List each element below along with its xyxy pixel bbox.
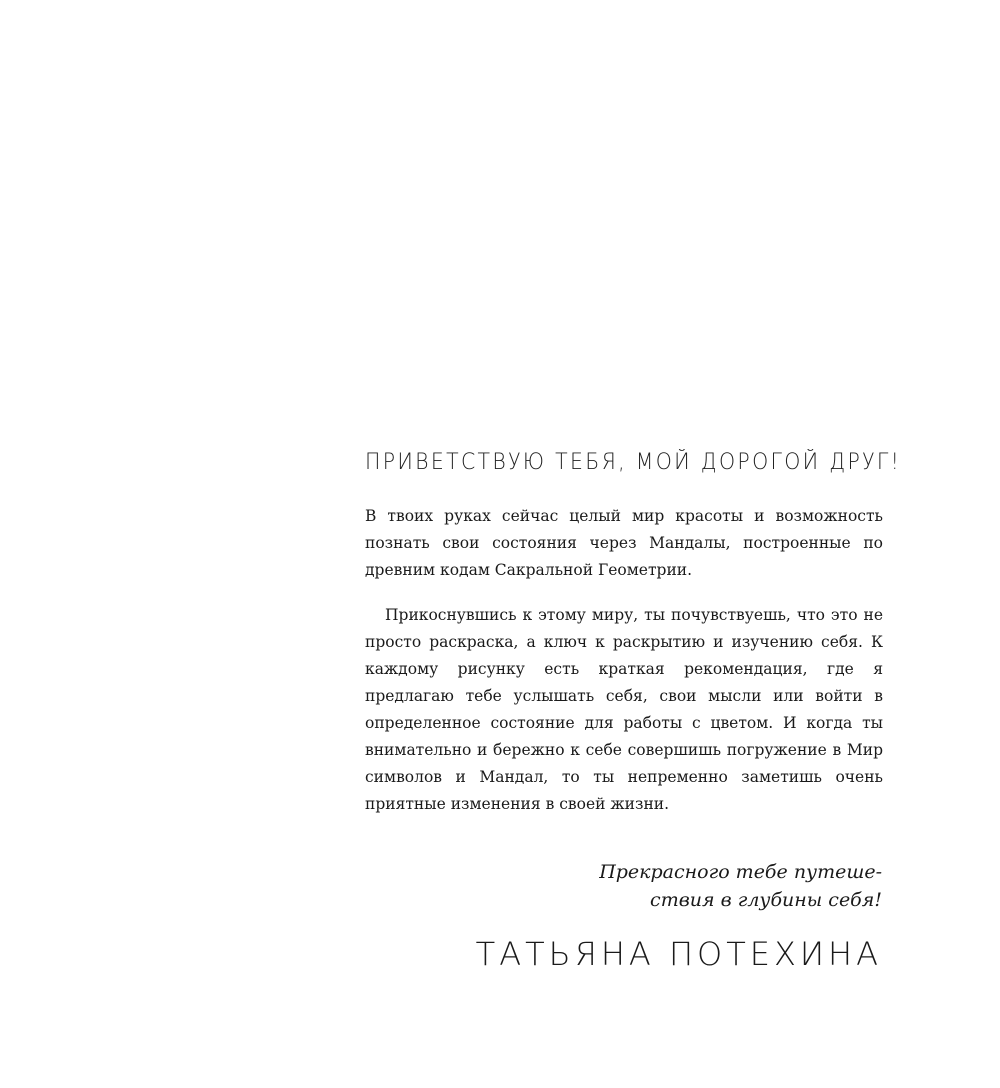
closing-wish [599,858,882,914]
author-signature: ТАТЬЯНА ПОТЕХИНА [475,935,882,973]
intro-paragraph-2: Прикоснувшись к этому миру, ты почувствуешь, что это не просто раскраска, а ключ к раскрытию и изучению себя. К каждому рисунку есть краткая рекомендация, где я предлагаю тебе услышать себя, свои мысли или войти в определенное состояние для работы с цветом. И когда ты внимательно и бережно к себе совершишь погружение в Мир символов и Мандал, то ты непременно заметишь очень приятные изменения в своей жизни. [365,606,883,813]
closing-wish-line-1: Прекрасного тебе путеше- [599,861,882,883]
closing-wish-line-2: ствия в глубины себя! [650,889,882,911]
intro-text-block [365,445,902,818]
intro-paragraph-1: В твоих руках сейчас целый мир красоты и возможность познать свои состояния через Мандалы, построенные по древним кодам Сакральной Геометрии. [365,507,883,579]
greeting-heading: ПРИВЕТСТВУЮ ТЕБЯ, МОЙ ДОРОГОЙ ДРУГ! [365,450,902,475]
